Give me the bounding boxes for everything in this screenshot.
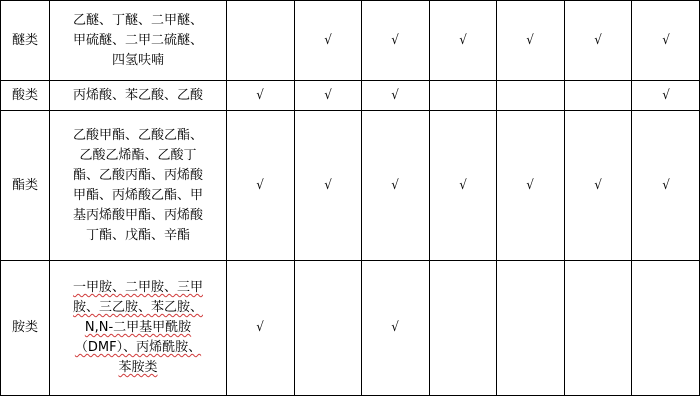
mark-cell	[227, 261, 295, 396]
check-mark: √	[661, 177, 670, 193]
table-row	[1, 261, 700, 396]
check-mark: √	[661, 87, 670, 103]
mark-cell	[497, 261, 565, 396]
mark-cell	[632, 1, 700, 81]
chemical-line: 乙醚、丁醚、二甲醚、	[72, 12, 203, 28]
mark-cell	[632, 81, 700, 111]
table-row	[1, 1, 700, 81]
row-category-cell: 酯类	[1, 111, 50, 261]
mark-cell	[362, 261, 430, 396]
mark-cell	[497, 1, 565, 81]
row-chemicals-cell	[50, 81, 227, 111]
check-mark: √	[391, 32, 400, 48]
chemical-line: 一甲胺、二甲胺、三甲	[72, 280, 203, 295]
mark-cell	[429, 1, 497, 81]
mark-cell	[227, 111, 295, 261]
chemical-line: 丁酯、戊酯、辛酯	[85, 227, 190, 243]
check-mark: √	[324, 87, 332, 103]
chemical-line: N,N-二甲基甲酰胺	[84, 320, 192, 335]
chemical-line: 甲酯、丙烯酸乙酯、甲	[72, 187, 203, 203]
mark-cell	[497, 81, 565, 111]
check-mark: √	[526, 32, 535, 48]
mark-cell	[362, 1, 430, 81]
check-mark: √	[391, 177, 400, 193]
mark-cell	[497, 111, 565, 261]
row-chemicals-cell	[50, 1, 227, 81]
chemical-line: 四氢呋喃	[111, 52, 164, 68]
check-mark: √	[459, 177, 467, 193]
check-mark: √	[391, 87, 400, 103]
mark-cell	[294, 81, 362, 111]
check-mark: √	[256, 87, 265, 103]
row-category-cell: 酸类	[1, 81, 50, 111]
chemical-line: 基丙烯酸甲酯、丙烯酸	[72, 207, 203, 223]
row-chemicals-cell	[50, 111, 227, 261]
row-chemicals-cell	[50, 261, 227, 396]
chemical-line: 甲硫醚、二甲二硫醚、	[72, 32, 203, 48]
chemical-line: 乙酸乙烯酯、乙酸丁	[79, 147, 197, 163]
mark-cell	[429, 81, 497, 111]
mark-cell	[294, 1, 362, 81]
table-row	[1, 111, 700, 261]
check-mark: √	[594, 32, 602, 48]
check-mark: √	[459, 32, 467, 48]
chemical-line: 苯胺类	[118, 360, 158, 375]
mark-cell	[429, 261, 497, 396]
chemical-line: 乙酸甲酯、乙酸乙酯、	[72, 127, 203, 143]
check-mark: √	[594, 177, 602, 193]
row-category-cell: 胺类	[1, 261, 50, 396]
mark-cell	[362, 111, 430, 261]
row-category-cell: 醚类	[1, 1, 50, 81]
chemical-line: 胺、三乙胺、苯乙胺、	[72, 300, 203, 315]
check-mark: √	[256, 320, 265, 335]
check-mark: √	[324, 177, 332, 193]
mark-cell	[227, 81, 295, 111]
chemical-line: 酯、乙酸丙酯、丙烯酸	[72, 167, 203, 183]
mark-cell	[294, 111, 362, 261]
check-mark: √	[324, 32, 332, 48]
mark-cell	[429, 111, 497, 261]
chemical-line: 丙烯酸、苯乙酸、乙酸	[72, 87, 203, 103]
check-mark: √	[256, 177, 265, 193]
check-mark: √	[661, 32, 670, 48]
check-mark: √	[526, 177, 535, 193]
chemical-line: （DMF）、丙烯酰胺、	[74, 340, 202, 355]
mark-cell	[227, 1, 295, 81]
table-body	[1, 1, 700, 396]
table-row	[1, 81, 700, 111]
mark-cell	[362, 81, 430, 111]
mark-cell	[632, 111, 700, 261]
mark-cell	[632, 261, 700, 396]
mark-cell	[564, 111, 632, 261]
mark-cell	[564, 261, 632, 396]
check-mark: √	[391, 320, 400, 335]
mark-cell	[294, 261, 362, 396]
mark-cell	[564, 1, 632, 81]
mark-cell	[564, 81, 632, 111]
